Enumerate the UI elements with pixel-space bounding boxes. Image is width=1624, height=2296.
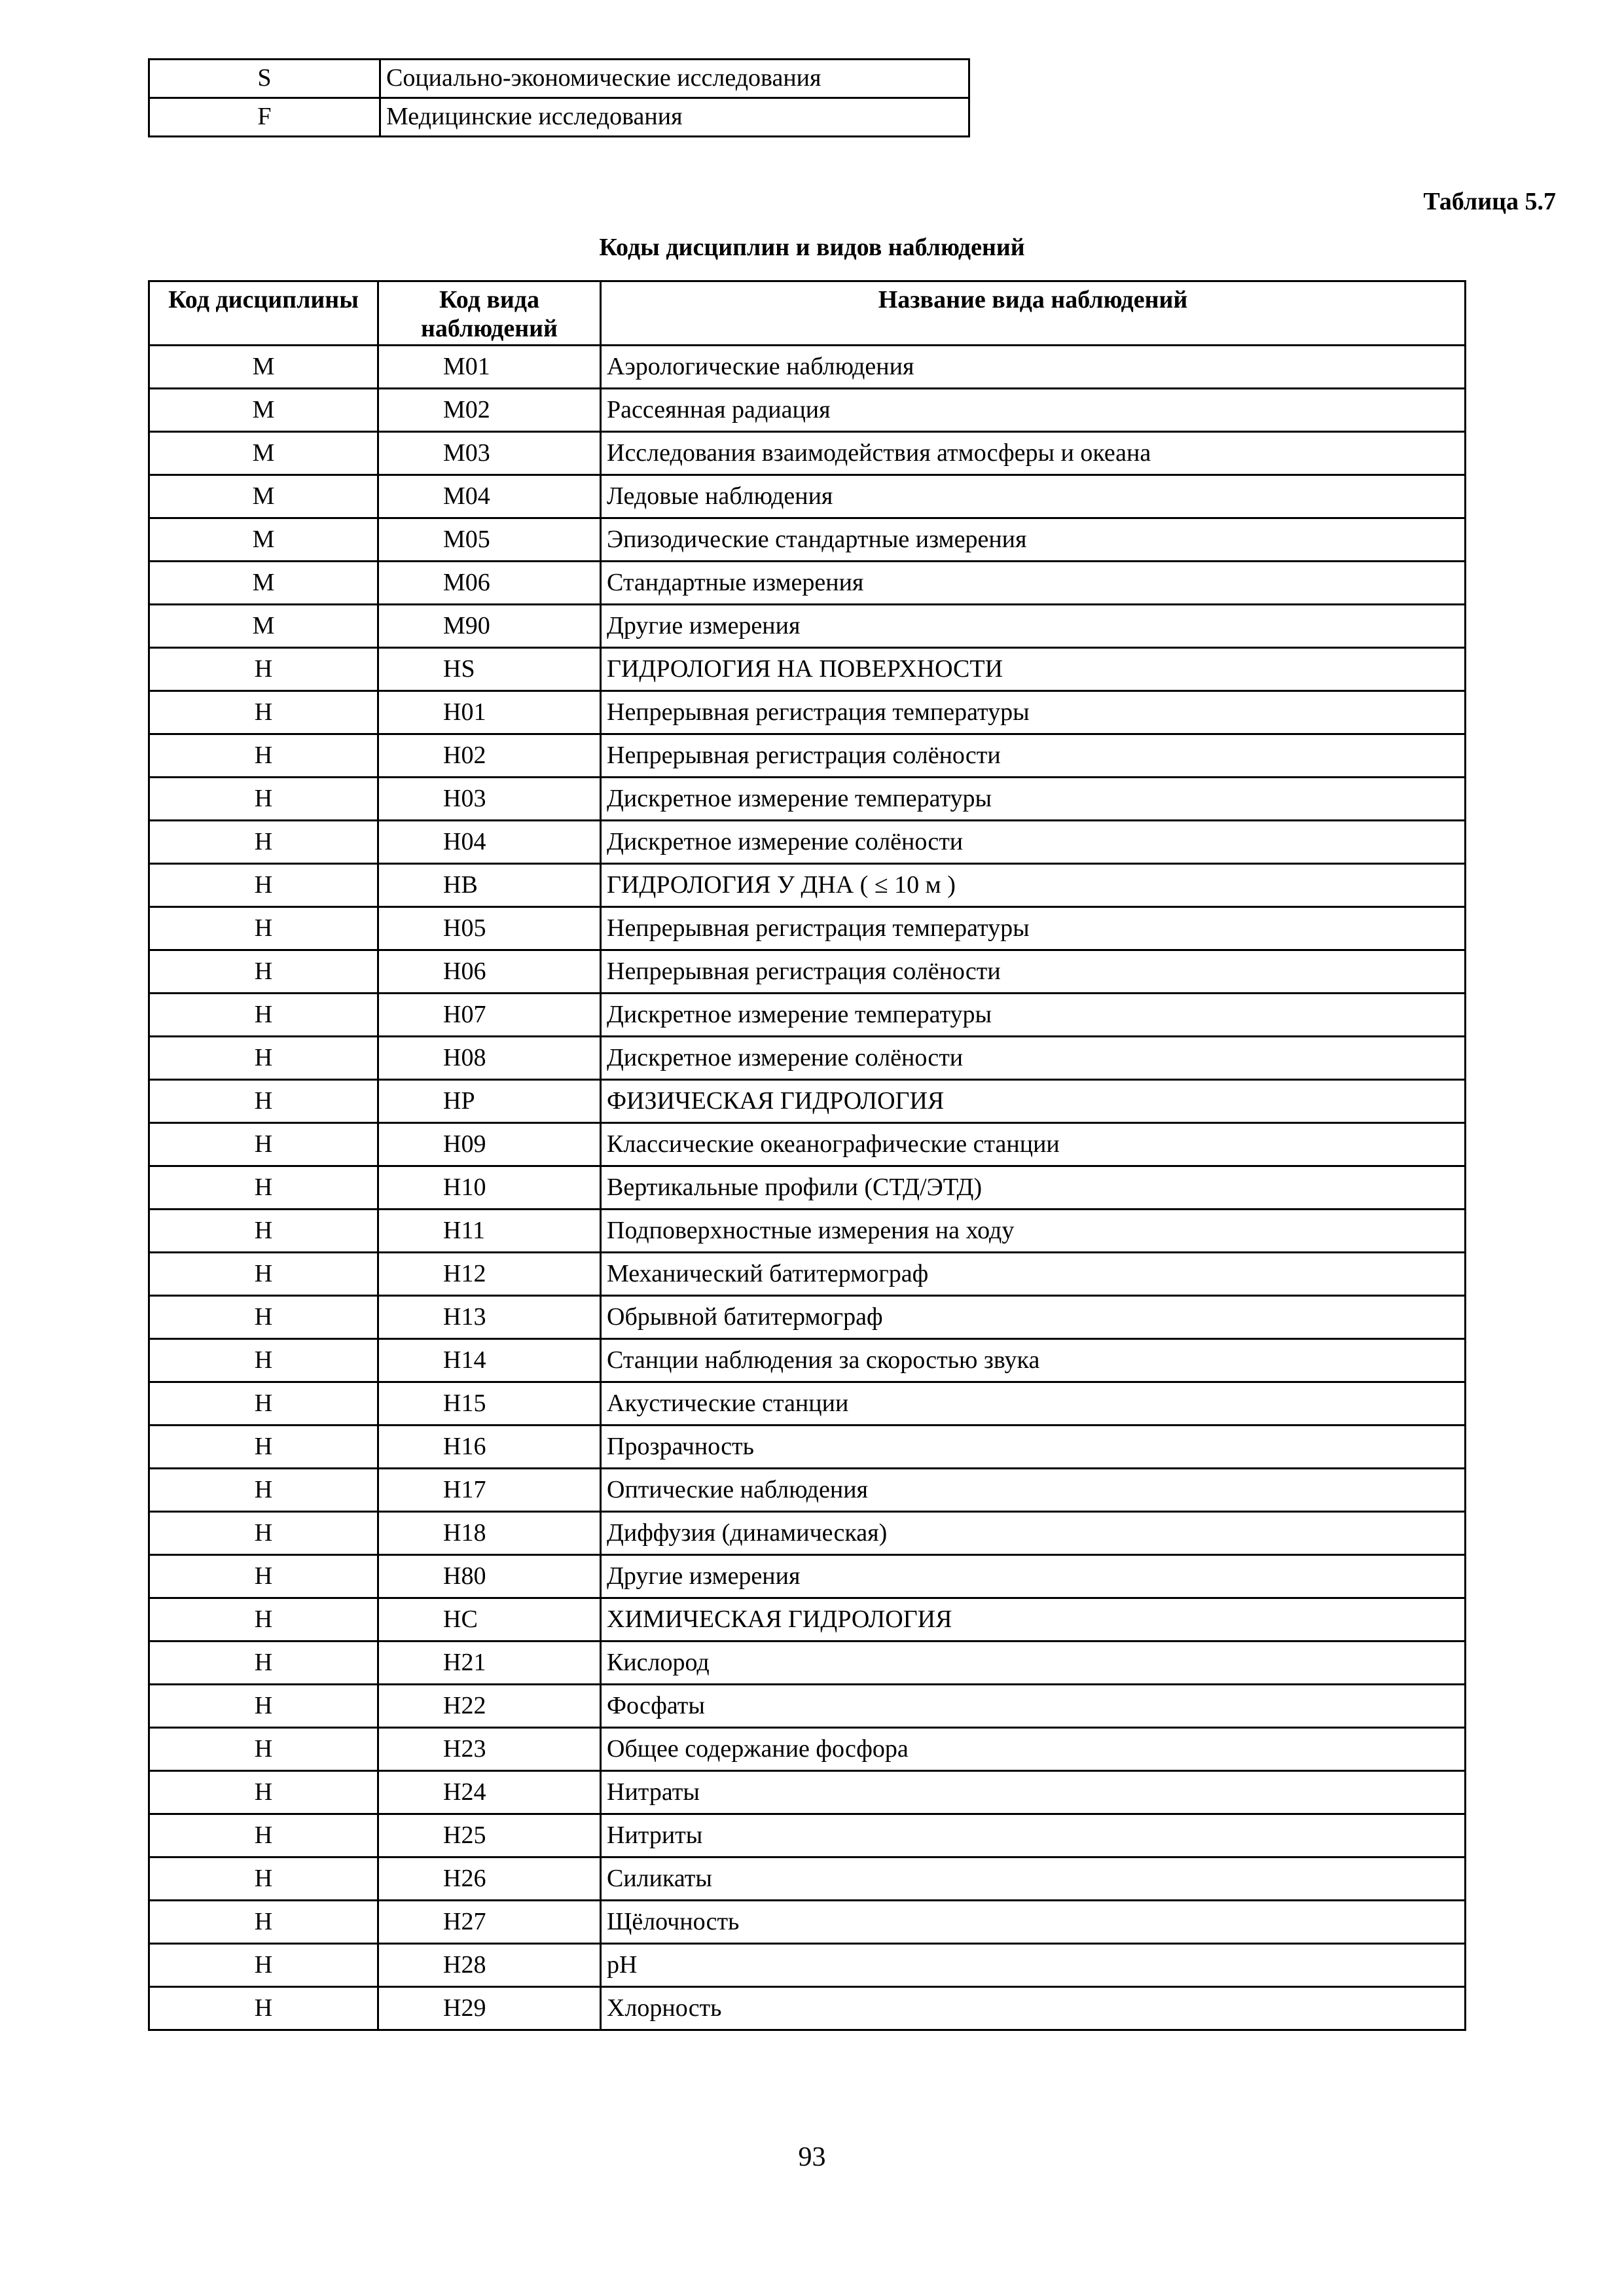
- table-row: [149, 1598, 1466, 1641]
- observation-code-cell: H29: [378, 1987, 601, 2030]
- observation-name-cell: Непрерывная регистрация солёности: [601, 950, 1466, 994]
- observation-name-cell: Силикаты: [601, 1857, 1466, 1901]
- observation-name-cell: Непрерывная регистрация температуры: [601, 907, 1466, 950]
- header-observation-name: Название вида наблюдений: [601, 281, 1466, 346]
- table-row: [149, 1123, 1466, 1166]
- table-row: [149, 1987, 1466, 2030]
- table-row: [149, 1382, 1466, 1426]
- observation-name-cell: Кислород: [601, 1641, 1466, 1685]
- observation-name-cell: ГИДРОЛОГИЯ У ДНА ( ≤ 10 м ): [601, 864, 1466, 907]
- discipline-code-cell: H: [149, 1555, 378, 1598]
- observation-name-cell: Непрерывная регистрация солёности: [601, 734, 1466, 778]
- observation-code-cell: H15: [378, 1382, 601, 1426]
- observation-name-cell: Механический батитермограф: [601, 1253, 1466, 1296]
- discipline-code-cell: H: [149, 1512, 378, 1555]
- discipline-code-cell: M: [149, 389, 378, 432]
- discipline-name-cell: Социально-экономические исследования: [380, 60, 969, 98]
- observation-code-cell: H13: [378, 1296, 601, 1339]
- table-row: [149, 778, 1466, 821]
- discipline-code-cell: H: [149, 1210, 378, 1253]
- observation-code-cell: H24: [378, 1771, 601, 1814]
- observation-code-cell: M01: [378, 346, 601, 389]
- observation-name-cell: Станции наблюдения за скоростью звука: [601, 1339, 1466, 1382]
- observation-name-cell: Хлорность: [601, 1987, 1466, 2030]
- observation-name-cell: Акустические станции: [601, 1382, 1466, 1426]
- table-row: [149, 518, 1466, 562]
- observation-code-cell: H01: [378, 691, 601, 734]
- table-row: [149, 1469, 1466, 1512]
- discipline-code-cell: H: [149, 1598, 378, 1641]
- discipline-code-cell: H: [149, 1728, 378, 1771]
- observation-name-cell: Исследования взаимодействия атмосферы и океана: [601, 432, 1466, 475]
- discipline-code-cell: H: [149, 1987, 378, 2030]
- observation-code-cell: H16: [378, 1426, 601, 1469]
- observation-code-cell: H23: [378, 1728, 601, 1771]
- discipline-code-cell: H: [149, 1253, 378, 1296]
- discipline-name-cell: Медицинские исследования: [380, 98, 969, 137]
- observation-code-cell: H11: [378, 1210, 601, 1253]
- discipline-code-cell: M: [149, 432, 378, 475]
- observation-name-cell: Другие измерения: [601, 1555, 1466, 1598]
- discipline-code-cell: H: [149, 1857, 378, 1901]
- discipline-code-cell: H: [149, 648, 378, 691]
- discipline-code-cell: H: [149, 1296, 378, 1339]
- observation-code-cell: H08: [378, 1037, 601, 1080]
- discipline-code-cell: M: [149, 605, 378, 648]
- discipline-code-cell: H: [149, 1426, 378, 1469]
- table-row: [149, 475, 1466, 518]
- table-row: [149, 1901, 1466, 1944]
- discipline-code-cell: H: [149, 950, 378, 994]
- observation-name-cell: Обрывной батитермограф: [601, 1296, 1466, 1339]
- observation-code-cell: HS: [378, 648, 601, 691]
- table-row: [149, 1814, 1466, 1857]
- discipline-code-cell: H: [149, 1469, 378, 1512]
- observation-code-cell: H17: [378, 1469, 601, 1512]
- observation-code-cell: H04: [378, 821, 601, 864]
- page-number: 93: [798, 2142, 826, 2172]
- discipline-code-cell: H: [149, 1382, 378, 1426]
- table-row: [149, 907, 1466, 950]
- table-row: [149, 1728, 1466, 1771]
- observation-name-cell: Прозрачность: [601, 1426, 1466, 1469]
- observation-name-cell: Нитраты: [601, 1771, 1466, 1814]
- table-title: Коды дисциплин и видов наблюдений: [599, 234, 1025, 261]
- table-row: [149, 1426, 1466, 1469]
- discipline-code-cell: H: [149, 734, 378, 778]
- discipline-code-cell: H: [149, 1080, 378, 1123]
- table-row: [149, 1339, 1466, 1382]
- header-row: [149, 281, 1466, 346]
- table-row: [149, 389, 1466, 432]
- discipline-code-cell: M: [149, 562, 378, 605]
- table-row: [149, 734, 1466, 778]
- table-row: [149, 821, 1466, 864]
- discipline-code-cell: H: [149, 1037, 378, 1080]
- observation-code-cell: M03: [378, 432, 601, 475]
- observation-code-cell: H18: [378, 1512, 601, 1555]
- observation-name-cell: Дискретное измерение солёности: [601, 821, 1466, 864]
- observation-code-cell: H10: [378, 1166, 601, 1210]
- table-row: [149, 1685, 1466, 1728]
- observation-code-cell: HB: [378, 864, 601, 907]
- header-observation-code: Код вида наблюдений: [378, 281, 601, 346]
- observation-code-cell: M05: [378, 518, 601, 562]
- discipline-code-cell: H: [149, 1685, 378, 1728]
- table-row: [149, 1253, 1466, 1296]
- table-row: [149, 1771, 1466, 1814]
- observation-code-cell: H02: [378, 734, 601, 778]
- observation-name-cell: Подповерхностные измерения на ходу: [601, 1210, 1466, 1253]
- observation-codes-table: [148, 280, 1466, 2031]
- table-row: [149, 691, 1466, 734]
- observation-code-cell: HC: [378, 1598, 601, 1641]
- discipline-code-cell: H: [149, 1123, 378, 1166]
- discipline-code-cell: H: [149, 1339, 378, 1382]
- observation-name-cell: Аэрологические наблюдения: [601, 346, 1466, 389]
- observation-name-cell: Дискретное измерение температуры: [601, 994, 1466, 1037]
- observation-code-cell: H22: [378, 1685, 601, 1728]
- discipline-code-cell: H: [149, 907, 378, 950]
- observation-code-cell: H28: [378, 1944, 601, 1987]
- discipline-code-cell: H: [149, 1814, 378, 1857]
- observation-code-cell: HP: [378, 1080, 601, 1123]
- observation-code-cell: H14: [378, 1339, 601, 1382]
- discipline-code-cell: F: [149, 98, 380, 137]
- observation-code-cell: H06: [378, 950, 601, 994]
- table-row: [149, 1944, 1466, 1987]
- observation-code-cell: H03: [378, 778, 601, 821]
- discipline-code-cell: H: [149, 1641, 378, 1685]
- table-row: [149, 1555, 1466, 1598]
- table-row: [149, 432, 1466, 475]
- observation-name-cell: ХИМИЧЕСКАЯ ГИДРОЛОГИЯ: [601, 1598, 1466, 1641]
- discipline-code-cell: S: [149, 60, 380, 98]
- observation-code-cell: M06: [378, 562, 601, 605]
- observation-code-cell: M02: [378, 389, 601, 432]
- table-row: [149, 950, 1466, 994]
- observation-name-cell: Другие измерения: [601, 605, 1466, 648]
- table-row: [149, 98, 969, 137]
- observation-code-cell: H12: [378, 1253, 601, 1296]
- table-row: [149, 1857, 1466, 1901]
- table-row: [149, 1296, 1466, 1339]
- table-row: [149, 346, 1466, 389]
- table-row: [149, 1210, 1466, 1253]
- observation-code-cell: H26: [378, 1857, 601, 1901]
- observation-code-cell: M04: [378, 475, 601, 518]
- observation-code-cell: H80: [378, 1555, 601, 1598]
- observation-name-cell: Непрерывная регистрация температуры: [601, 691, 1466, 734]
- header-discipline-code: Код дисциплины: [149, 281, 378, 346]
- observation-name-cell: Общее содержание фосфора: [601, 1728, 1466, 1771]
- observation-name-cell: Дискретное измерение солёности: [601, 1037, 1466, 1080]
- table-row: [149, 1166, 1466, 1210]
- observation-code-cell: H07: [378, 994, 601, 1037]
- observation-name-cell: Диффузия (динамическая): [601, 1512, 1466, 1555]
- table-row: [149, 648, 1466, 691]
- table-row: [149, 864, 1466, 907]
- discipline-code-cell: H: [149, 778, 378, 821]
- observation-code-cell: H21: [378, 1641, 601, 1685]
- observation-name-cell: Классические океанографические станции: [601, 1123, 1466, 1166]
- discipline-code-cell: H: [149, 1166, 378, 1210]
- discipline-code-cell: H: [149, 821, 378, 864]
- table-label: Таблица 5.7: [1423, 188, 1556, 215]
- observation-name-cell: Рассеянная радиация: [601, 389, 1466, 432]
- observation-name-cell: Дискретное измерение температуры: [601, 778, 1466, 821]
- discipline-code-cell: H: [149, 1901, 378, 1944]
- table-row: [149, 562, 1466, 605]
- table-row: [149, 605, 1466, 648]
- table-row: [149, 1641, 1466, 1685]
- observation-code-cell: M90: [378, 605, 601, 648]
- observation-name-cell: Эпизодические стандартные измерения: [601, 518, 1466, 562]
- discipline-code-cell: H: [149, 994, 378, 1037]
- discipline-code-cell: H: [149, 1944, 378, 1987]
- observation-name-cell: Вертикальные профили (СТД/ЭТД): [601, 1166, 1466, 1210]
- observation-code-cell: H25: [378, 1814, 601, 1857]
- discipline-code-cell: H: [149, 864, 378, 907]
- observation-code-cell: H27: [378, 1901, 601, 1944]
- observation-name-cell: Фосфаты: [601, 1685, 1466, 1728]
- observation-name-cell: ФИЗИЧЕСКАЯ ГИДРОЛОГИЯ: [601, 1080, 1466, 1123]
- table-row: [149, 60, 969, 98]
- observation-name-cell: Ледовые наблюдения: [601, 475, 1466, 518]
- discipline-code-cell: H: [149, 1771, 378, 1814]
- table-row: [149, 1512, 1466, 1555]
- observation-name-cell: Щёлочность: [601, 1901, 1466, 1944]
- discipline-code-cell: M: [149, 475, 378, 518]
- observation-name-cell: Стандартные измерения: [601, 562, 1466, 605]
- table-row: [149, 1080, 1466, 1123]
- observation-name-cell: pH: [601, 1944, 1466, 1987]
- table-row: [149, 1037, 1466, 1080]
- discipline-code-cell: H: [149, 691, 378, 734]
- discipline-code-cell: M: [149, 518, 378, 562]
- observation-name-cell: Оптические наблюдения: [601, 1469, 1466, 1512]
- continuation-table: [148, 58, 970, 137]
- observation-name-cell: Нитриты: [601, 1814, 1466, 1857]
- table-row: [149, 994, 1466, 1037]
- discipline-code-cell: M: [149, 346, 378, 389]
- observation-name-cell: ГИДРОЛОГИЯ НА ПОВЕРХНОСТИ: [601, 648, 1466, 691]
- observation-code-cell: H09: [378, 1123, 601, 1166]
- observation-code-cell: H05: [378, 907, 601, 950]
